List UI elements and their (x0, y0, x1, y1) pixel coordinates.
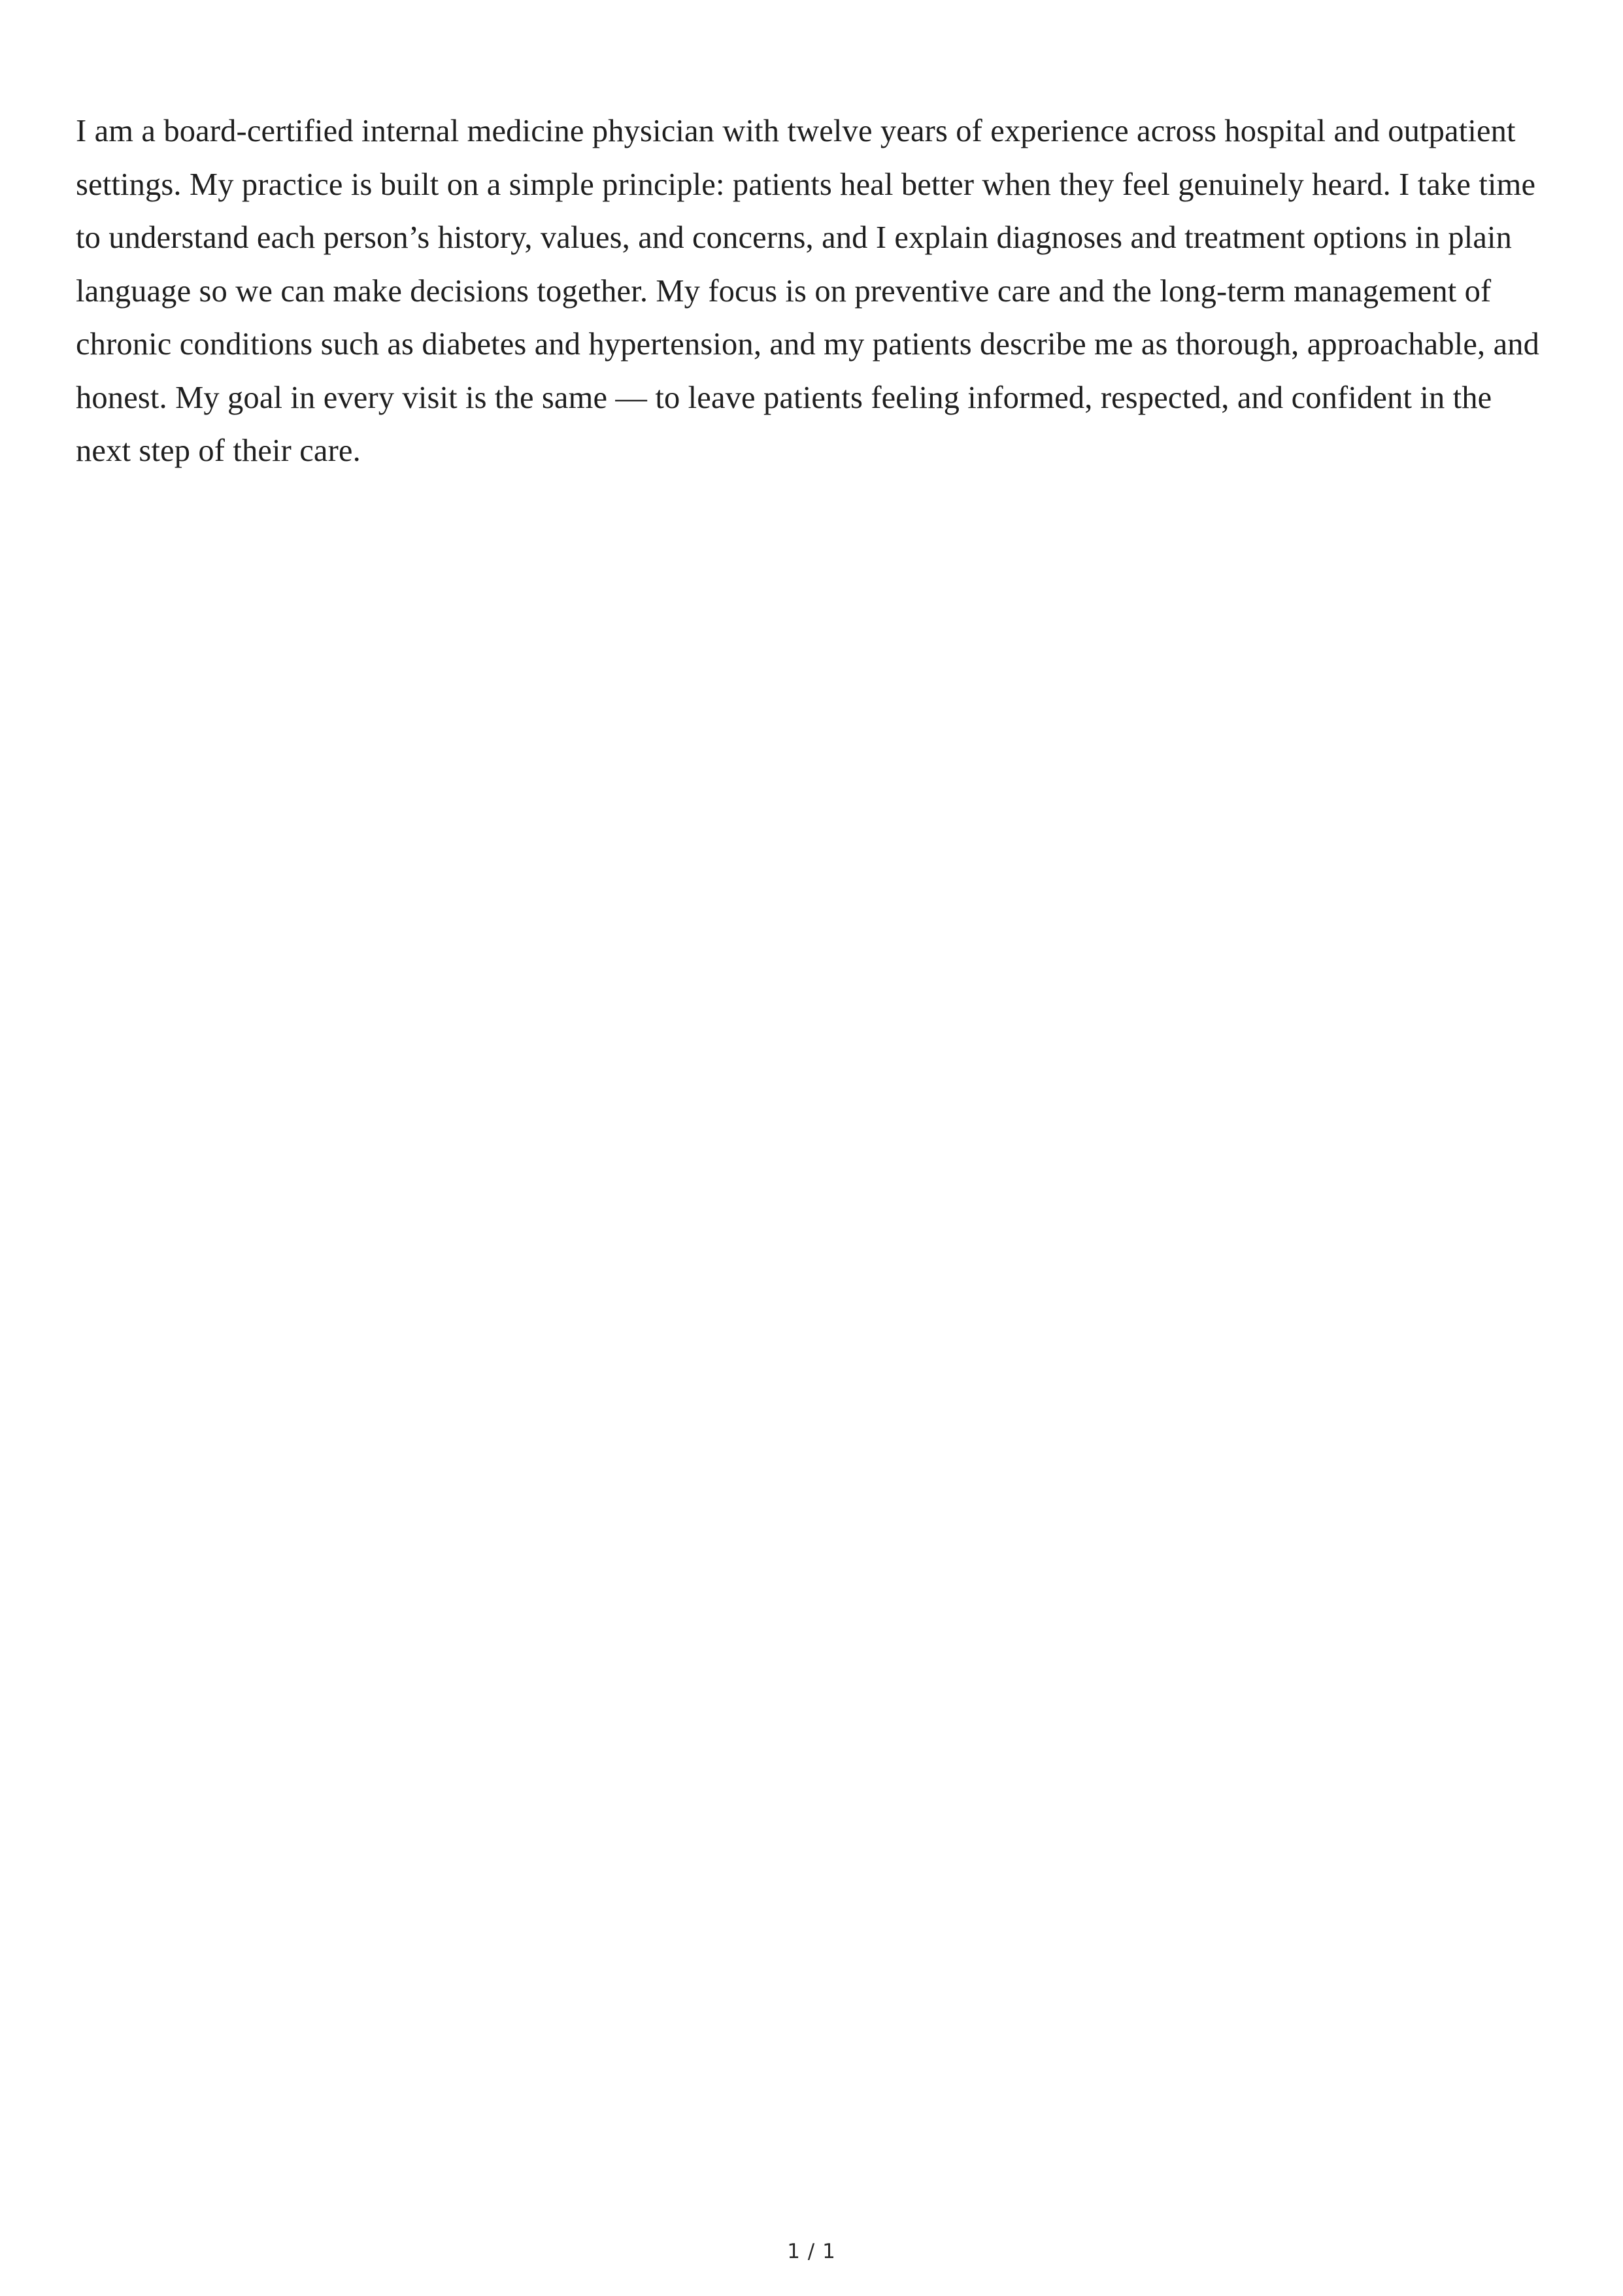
page-number: 1 / 1 (787, 2240, 836, 2263)
bio-paragraph: I am a board-certified internal medicine physician with twelve years of experience across hospital and outpatient settings. My practice is built on a simple principle: patients heal better when they feel genuinely heard. I take time to understand each person’s history, values, and concerns, and I explain diagnoses and treatment options in plain language so we can make decisions together. My focus is on preventive care and the long-term management of chronic conditions such as diabetes and hypertension, and my patients describe me as thorough, approachable, and honest. My goal in every visit is the same — to leave patients feeling informed, respected, and confident in the next step of their care. (76, 114, 1540, 468)
